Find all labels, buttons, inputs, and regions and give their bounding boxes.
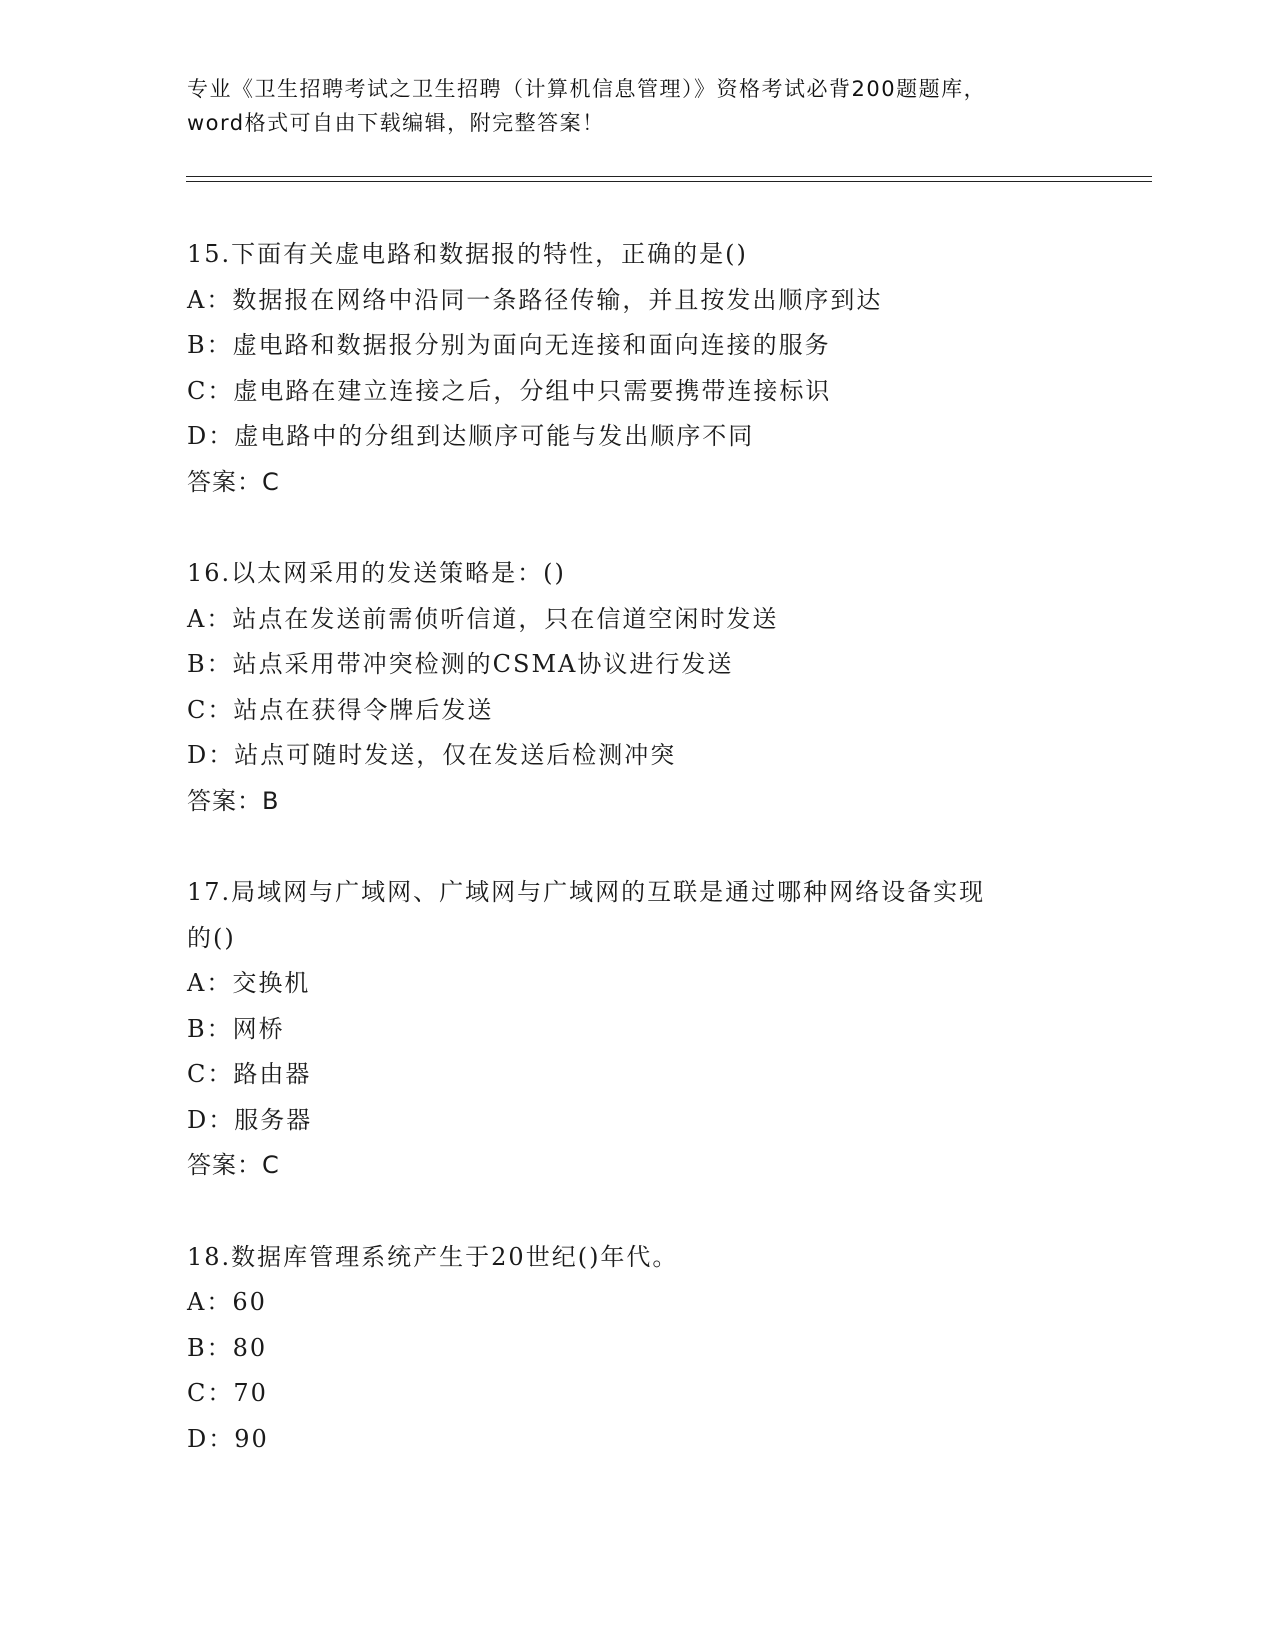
option-a: A：站点在发送前需侦听信道，只在信道空闲时发送 [187,604,779,633]
answer-text: 答案：B [187,786,280,815]
question-stem-line-1: 17.局域网与广域网、广域网与广域网的互联是通过哪种网络设备实现 [187,878,986,906]
header-divider-bottom [186,181,1152,182]
option-c: C：路由器 [187,1060,312,1088]
option-c: C：站点在获得令牌后发送 [187,695,494,724]
option-b: B：虚电路和数据报分别为面向无连接和面向连接的服务 [187,331,831,359]
question-stem: 16.以太网采用的发送策略是：() [187,559,566,587]
question-16 [187,551,1087,824]
option-d: D：虚电路中的分组到达顺序可能与发出顺序不同 [187,422,755,450]
option-c: C：70 [187,1379,268,1407]
option-c: C：虚电路在建立连接之后，分组中只需要携带连接标识 [187,376,832,405]
document-header [187,72,1087,140]
answer-text: 答案：C [187,467,280,496]
option-a: A：60 [187,1288,267,1316]
question-17 [187,870,1087,1189]
header-title-line-1: 专业《卫生招聘考试之卫生招聘（计算机信息管理）》资格考试必背200题题库， [187,77,987,101]
question-stem: 15.下面有关虚电路和数据报的特性，正确的是() [187,240,748,268]
option-d: D：站点可随时发送，仅在发送后检测冲突 [187,741,677,769]
question-stem-line-2: 的() [187,923,236,952]
question-15 [187,232,1087,505]
option-b: B：站点采用带冲突检测的CSMA协议进行发送 [187,650,734,678]
question-stem: 18.数据库管理系统产生于20世纪()年代。 [187,1242,679,1271]
answer-text: 答案：C [187,1151,280,1179]
question-18 [187,1235,1087,1463]
option-a: A：数据报在网络中沿同一条路径传输，并且按发出顺序到达 [187,285,883,314]
option-d: D：90 [187,1424,269,1453]
option-b: B：网桥 [187,1014,285,1043]
question-list [187,232,1087,1508]
header-title-line-2: word格式可自由下载编辑，附完整答案！ [187,111,605,135]
header-divider-top [186,176,1152,177]
option-a: A：交换机 [187,969,311,997]
option-b: B：80 [187,1333,268,1362]
option-d: D：服务器 [187,1105,313,1134]
